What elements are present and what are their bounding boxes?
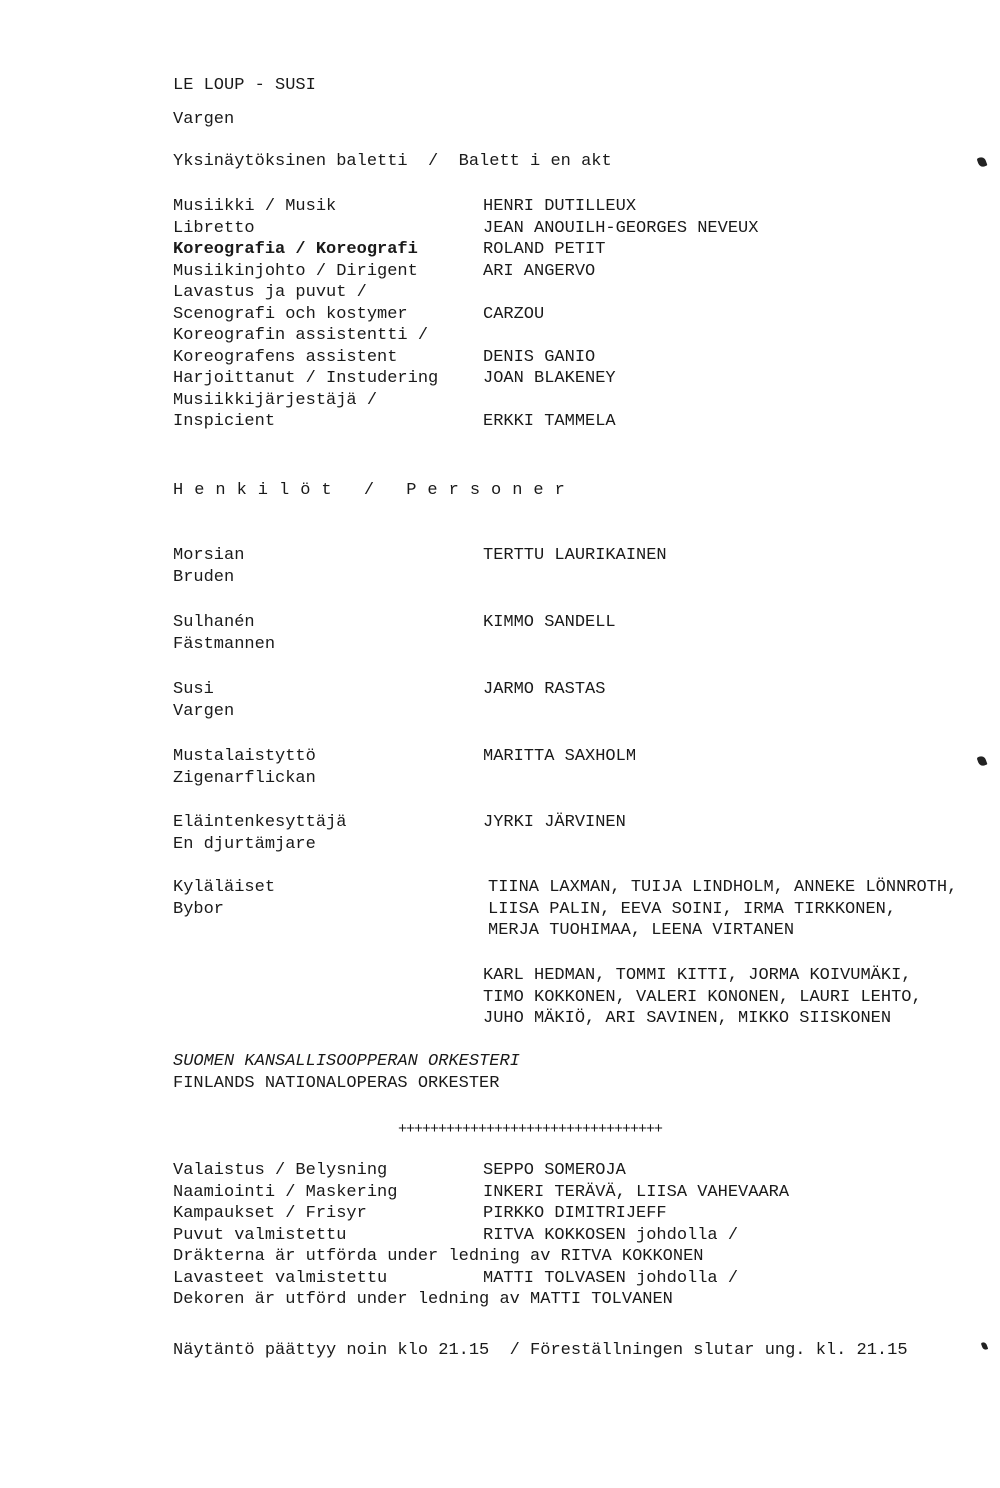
credit-row — [173, 239, 973, 261]
cast-role-sv: En djurtämjare — [173, 834, 316, 854]
cast-name: JYRKI JÄRVINEN — [483, 813, 626, 832]
crew-name: SEPPO SOMEROJA — [483, 1161, 626, 1180]
cast-role-sv: Vargen — [173, 701, 235, 721]
cast-entry — [173, 679, 973, 722]
credit-role: Koreografia / Koreografi — [173, 240, 418, 259]
crew-name: MATTI TOLVASEN johdolla / — [483, 1268, 739, 1288]
villagers-men-line: TIMO KOKKONEN, VALERI KONONEN, LAURI LEHTO, — [483, 987, 922, 1007]
cast-entry — [173, 612, 973, 655]
cast-role-sv: Bruden — [173, 567, 235, 587]
scan-mark — [981, 1341, 988, 1350]
credits-list — [173, 196, 973, 433]
cast-role-fi: Mustalaistyttö — [173, 747, 316, 766]
credit-role: Harjoittanut / Instudering — [173, 369, 439, 388]
credit-name: HENRI DUTILLEUX — [483, 197, 637, 216]
crew-row — [173, 1225, 973, 1247]
credit-name: ROLAND PETIT — [483, 240, 606, 259]
villagers-men-line: KARL HEDMAN, TOMMI KITTI, JORMA KOIVUMÄKI, — [483, 966, 912, 985]
title: LE LOUP - SUSI — [173, 76, 316, 95]
credit-role: Koreografens assistent — [173, 347, 398, 367]
credit-row — [173, 282, 973, 304]
credit-row — [173, 196, 973, 218]
subtitle: Vargen — [173, 110, 235, 129]
credit-role: Musiikinjohto / Dirigent — [173, 261, 418, 281]
credit-name: JOAN BLAKENEY — [483, 369, 616, 388]
orchestra-line: FINLANDS NATIONALOPERAS ORKESTER — [173, 1073, 500, 1093]
crew-row — [173, 1160, 973, 1182]
crew-role: Naamiointi / Maskering — [173, 1182, 398, 1202]
crew-role: Lavasteet valmistettu — [173, 1268, 388, 1288]
credit-row — [173, 325, 973, 347]
credit-role: Inspicient — [173, 412, 276, 431]
villagers-women-line: MERJA TUOHIMAA, LEENA VIRTANEN — [488, 921, 795, 940]
cast-entry — [173, 545, 973, 588]
credit-row — [173, 411, 973, 433]
crew-name: INKERI TERÄVÄ, LIISA VAHEVAARA — [483, 1182, 790, 1202]
credit-row — [173, 261, 973, 283]
crew-role: Puvut valmistettu — [173, 1225, 347, 1245]
crew-name: RITVA KOKKOSEN johdolla / — [483, 1225, 739, 1245]
scan-mark — [977, 156, 988, 168]
villagers-men-line: JUHO MÄKIÖ, ARI SAVINEN, MIKKO SIISKONEN — [483, 1009, 892, 1028]
credit-name: JEAN ANOUILH-GEORGES NEVEUX — [483, 218, 759, 238]
cast-entry — [173, 812, 973, 855]
credit-name: DENIS GANIO — [483, 347, 596, 367]
credit-role: Musiikki / Musik — [173, 197, 337, 216]
credit-row — [173, 304, 973, 326]
crew-role: Kampaukset / Frisyr — [173, 1204, 367, 1223]
crew-row — [173, 1289, 973, 1311]
crew-row — [173, 1246, 973, 1268]
cast-role-fi: Morsian — [173, 546, 245, 565]
cast-role-sv: Zigenarflickan — [173, 768, 316, 788]
cast-name: MARITTA SAXHOLM — [483, 747, 637, 766]
credit-role: Musiikkijärjestäjä / — [173, 390, 378, 410]
crew-role: Valaistus / Belysning — [173, 1161, 388, 1180]
villagers-women-line: LIISA PALIN, EEVA SOINI, IRMA TIRKKONEN, — [488, 899, 897, 919]
crew-role: Dekoren är utförd under ledning av MATTI TOLVANEN — [173, 1290, 673, 1309]
credit-row — [173, 218, 973, 240]
credit-row — [173, 390, 973, 412]
cast-name: JARMO RASTAS — [483, 680, 606, 699]
cast-name: TERTTU LAURIKAINEN — [483, 546, 667, 565]
credit-name: ARI ANGERVO — [483, 261, 596, 281]
credit-role: Koreografin assistentti / — [173, 326, 429, 345]
credit-row — [173, 347, 973, 369]
cast-role-fi: Susi — [173, 680, 214, 699]
credit-row — [173, 368, 973, 390]
villagers-entry — [173, 877, 993, 942]
crew-row — [173, 1182, 973, 1204]
credit-name: CARZOU — [483, 304, 545, 324]
villagers-role-fi: Kyläläiset — [173, 878, 276, 897]
crew-row — [173, 1268, 973, 1290]
genre: Yksinäytöksinen baletti / Balett i en akt — [173, 152, 612, 171]
villagers-role-sv: Bybor — [173, 899, 225, 919]
crew-role: Dräkterna är utförda under ledning av RITVA KOKKONEN — [173, 1247, 704, 1266]
scan-mark — [977, 755, 988, 767]
cast-role-sv: Fästmannen — [173, 634, 276, 654]
cast-role-fi: Eläintenkesyttäjä — [173, 813, 347, 832]
credit-name: ERKKI TAMMELA — [483, 412, 616, 431]
cast-role-fi: Sulhanén — [173, 613, 255, 632]
orchestra — [173, 1051, 520, 1094]
crew-list — [173, 1160, 973, 1311]
cast-entry — [173, 746, 973, 789]
villagers-men — [173, 965, 993, 1030]
credit-role: Scenografi och kostymer — [173, 304, 408, 324]
credit-role: Lavastus ja puvut / — [173, 283, 367, 302]
credit-role: Libretto — [173, 218, 255, 238]
crew-row — [173, 1203, 973, 1225]
persons-heading: Henkilöt / Personer — [173, 481, 576, 500]
ending-note: Näytäntö päättyy noin klo 21.15 / Föreställningen slutar ung. kl. 21.15 — [173, 1341, 908, 1360]
orchestra-line: SUOMEN KANSALLISOOPPERAN ORKESTERI — [173, 1052, 520, 1071]
crew-name: PIRKKO DIMITRIJEFF — [483, 1204, 667, 1223]
cast-name: KIMMO SANDELL — [483, 613, 616, 632]
separator: +++++++++++++++++++++++++++++++++ — [398, 1121, 663, 1138]
villagers-women-line: TIINA LAXMAN, TUIJA LINDHOLM, ANNEKE LÖNNROTH, — [488, 878, 958, 897]
